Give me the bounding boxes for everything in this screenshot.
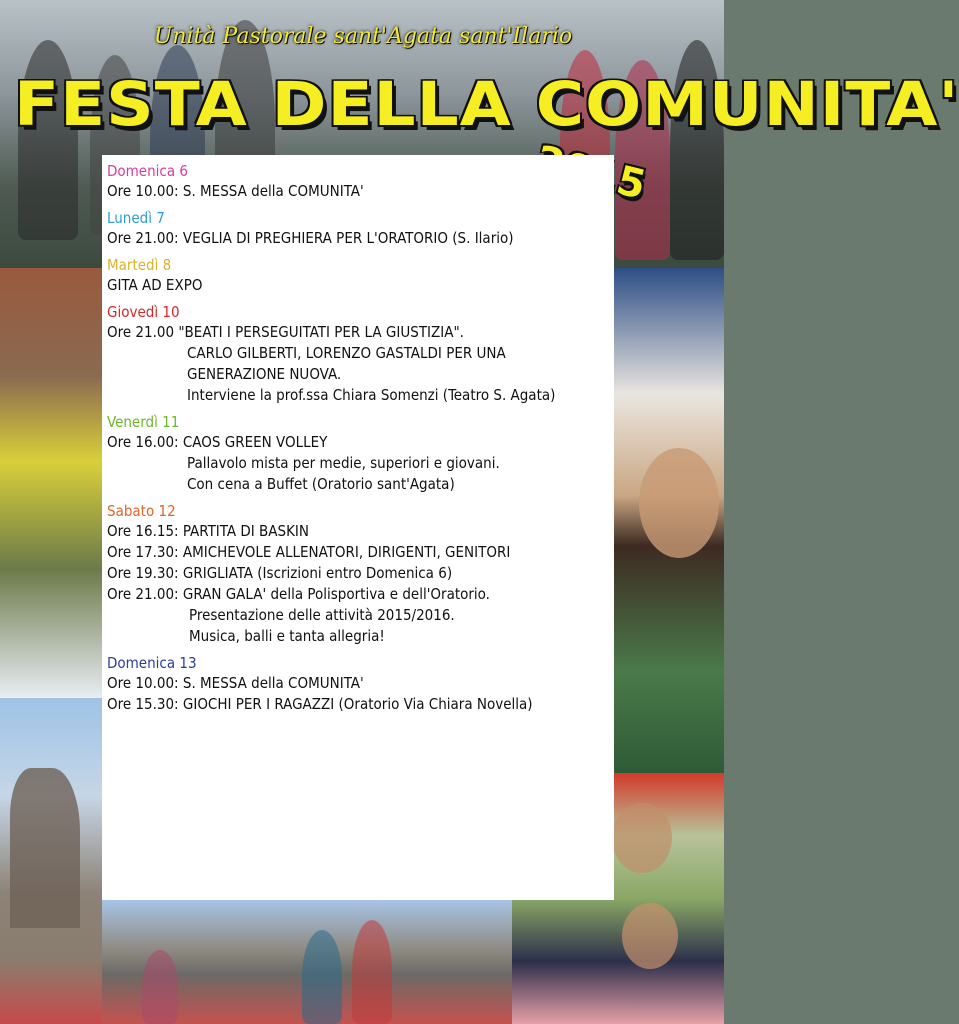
event-line: Musica, balli e tanta allegria! xyxy=(189,627,385,645)
day-label: Lunedì 7 xyxy=(107,209,165,227)
photo-hikers xyxy=(102,900,512,1024)
event-line: Ore 19.30: GRIGLIATA (Iscrizioni entro Domenica 6) xyxy=(107,564,453,582)
program-panel xyxy=(102,155,614,900)
event-line: GENERAZIONE NUOVA. xyxy=(187,365,342,383)
event-line: Presentazione delle attività 2015/2016. xyxy=(189,606,455,624)
event-line: Con cena a Buffet (Oratorio sant'Agata) xyxy=(187,475,455,493)
event-line: Ore 21.00: VEGLIA DI PREGHIERA PER L'ORATORIO (S. Ilario) xyxy=(107,229,514,247)
day-label: Domenica 13 xyxy=(107,654,197,672)
day-sabato-12 xyxy=(107,501,614,647)
parish-subtitle: Unità Pastorale sant'Agata sant'Ilario xyxy=(153,24,573,49)
festival-title: FESTA DELLA COMUNITA' xyxy=(14,69,959,140)
day-martedi-8 xyxy=(107,255,614,296)
event-line: Ore 17.30: AMICHEVOLE ALLENATORI, DIRIGENTI, GENITORI xyxy=(107,543,511,561)
event-line: Ore 16.15: PARTITA DI BASKIN xyxy=(107,522,310,540)
photo-mountain xyxy=(0,698,102,1024)
event-line: CARLO GILBERTI, LORENZO GASTALDI PER UNA xyxy=(187,344,506,362)
event-line: Ore 10.00: S. MESSA della COMUNITA' xyxy=(107,182,364,200)
photo-girl xyxy=(614,268,724,773)
day-domenica-13 xyxy=(107,653,614,715)
event-line: Interviene la prof.ssa Chiara Somenzi (Teatro S. Agata) xyxy=(187,386,556,404)
event-line: Ore 21.00 "BEATI I PERSEGUITATI PER LA GIUSTIZIA". xyxy=(107,323,464,341)
day-label: Martedì 8 xyxy=(107,256,172,274)
day-label: Venerdì 11 xyxy=(107,413,180,431)
day-label: Sabato 12 xyxy=(107,502,176,520)
event-line: Pallavolo mista per medie, superiori e giovani. xyxy=(187,454,500,472)
day-venerdi-11 xyxy=(107,412,614,495)
day-label: Domenica 6 xyxy=(107,162,188,180)
day-label: Giovedì 10 xyxy=(107,303,180,321)
day-lunedi-7 xyxy=(107,208,614,249)
event-line: GITA AD EXPO xyxy=(107,276,203,294)
day-domenica-6 xyxy=(107,161,614,202)
day-giovedi-10 xyxy=(107,302,614,406)
event-line: Ore 15.30: GIOCHI PER I RAGAZZI (Oratorio Via Chiara Novella) xyxy=(107,695,533,713)
event-line: Ore 10.00: S. MESSA della COMUNITA' xyxy=(107,674,364,692)
event-line: Ore 21.00: GRAN GALA' della Polisportiva e dell'Oratorio. xyxy=(107,585,490,603)
photo-boys xyxy=(0,268,102,698)
event-line: Ore 16.00: CAOS GREEN VOLLEY xyxy=(107,433,328,451)
